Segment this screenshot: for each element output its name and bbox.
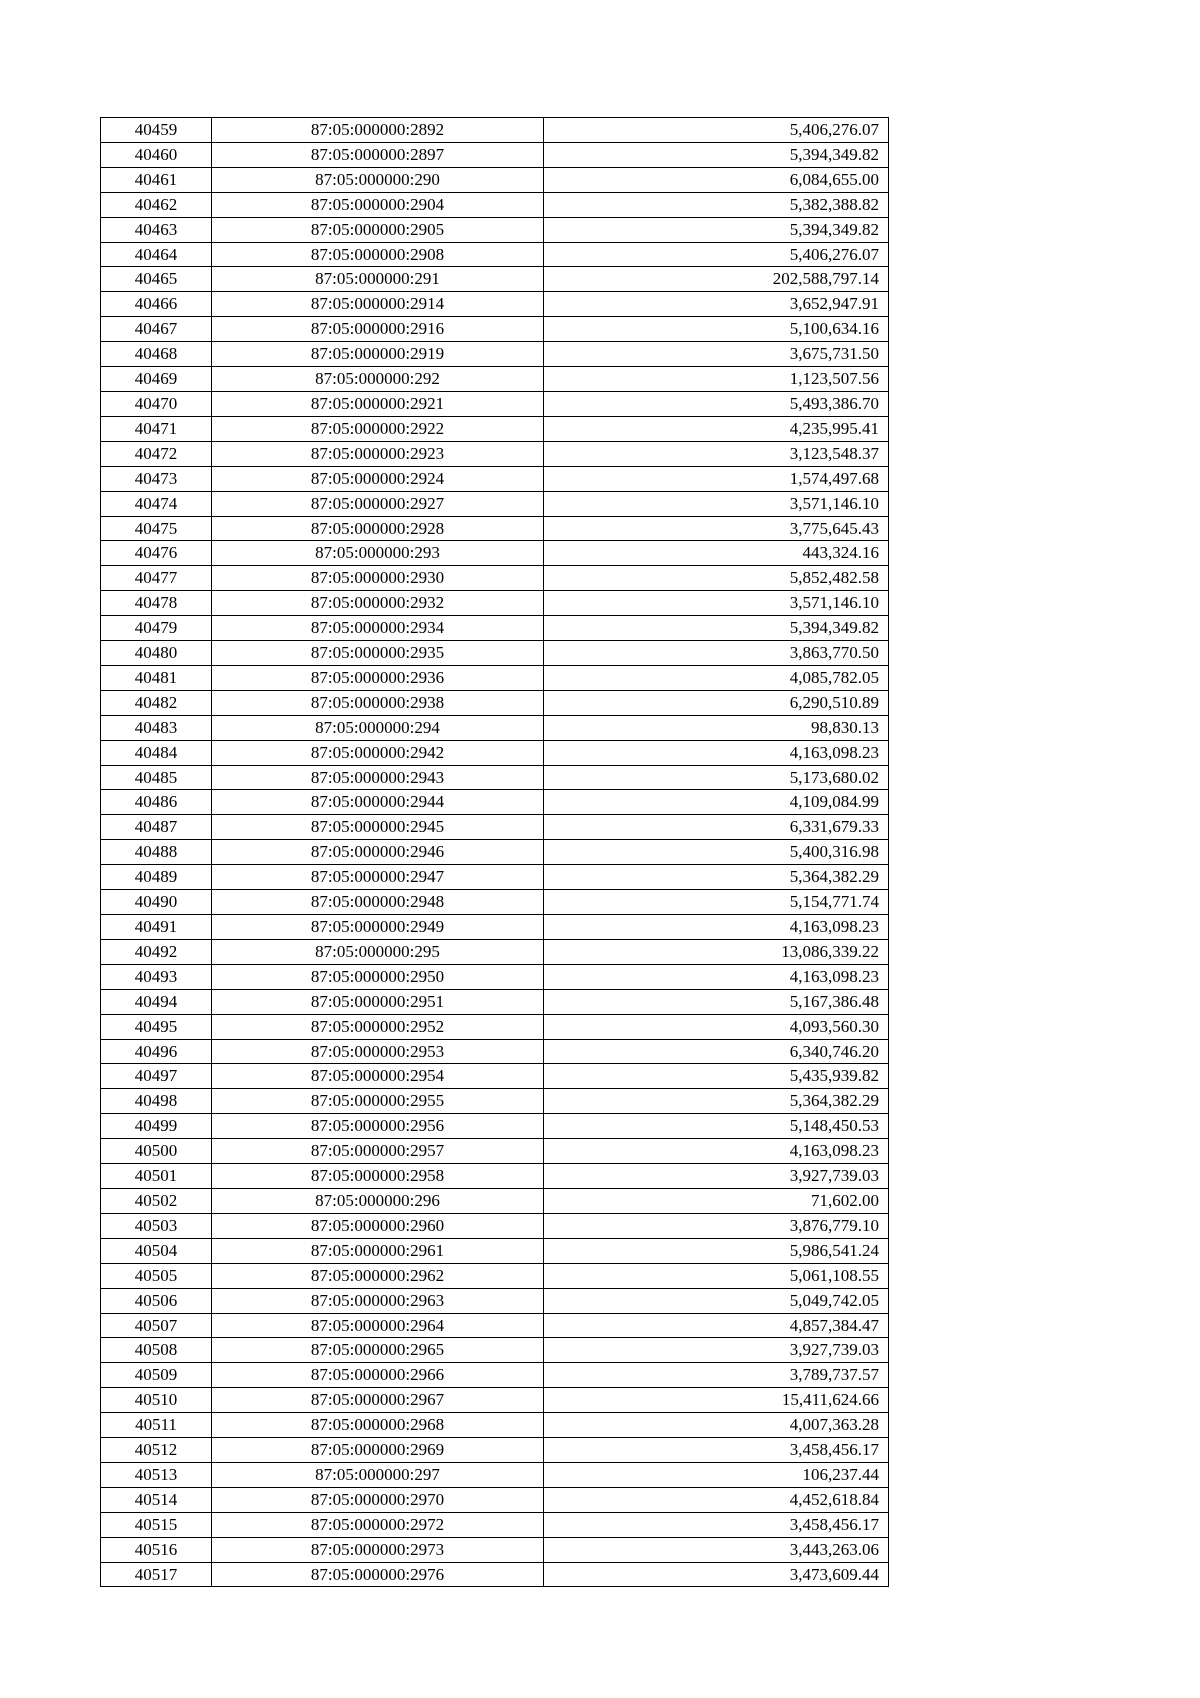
cadastral-number-cell: 87:05:000000:2945 xyxy=(212,815,544,840)
cadastral-value-cell: 5,986,541.24 xyxy=(544,1238,889,1263)
cadastral-value-cell: 4,857,384.47 xyxy=(544,1313,889,1338)
row-number-cell: 40502 xyxy=(101,1188,212,1213)
row-number-cell: 40484 xyxy=(101,740,212,765)
row-number-cell: 40476 xyxy=(101,541,212,566)
table-row xyxy=(101,217,889,242)
cadastral-number-cell: 87:05:000000:2897 xyxy=(212,142,544,167)
cadastral-number-cell: 87:05:000000:293 xyxy=(212,541,544,566)
cadastral-number-cell: 87:05:000000:2922 xyxy=(212,416,544,441)
cadastral-value-cell: 15,411,624.66 xyxy=(544,1388,889,1413)
cadastral-value-cell: 202,588,797.14 xyxy=(544,267,889,292)
cadastral-value-cell: 4,109,084.99 xyxy=(544,790,889,815)
row-number-cell: 40465 xyxy=(101,267,212,292)
cadastral-value-cell: 3,123,548.37 xyxy=(544,441,889,466)
table-row xyxy=(101,964,889,989)
cadastral-number-cell: 87:05:000000:2968 xyxy=(212,1413,544,1438)
cadastral-value-cell: 5,100,634.16 xyxy=(544,317,889,342)
cadastral-number-cell: 87:05:000000:2967 xyxy=(212,1388,544,1413)
cadastral-value-cell: 5,435,939.82 xyxy=(544,1064,889,1089)
table-row xyxy=(101,616,889,641)
cadastral-value-cell: 5,493,386.70 xyxy=(544,391,889,416)
cadastral-number-cell: 87:05:000000:2947 xyxy=(212,865,544,890)
table-row xyxy=(101,1338,889,1363)
row-number-cell: 40477 xyxy=(101,566,212,591)
cadastral-number-cell: 87:05:000000:2964 xyxy=(212,1313,544,1338)
cadastral-value-cell: 4,452,618.84 xyxy=(544,1487,889,1512)
cadastral-number-cell: 87:05:000000:2935 xyxy=(212,641,544,666)
table-row xyxy=(101,939,889,964)
cadastral-value-cell: 106,237.44 xyxy=(544,1462,889,1487)
row-number-cell: 40512 xyxy=(101,1438,212,1463)
cadastral-value-cell: 5,364,382.29 xyxy=(544,1089,889,1114)
table-row xyxy=(101,1114,889,1139)
row-number-cell: 40516 xyxy=(101,1537,212,1562)
cadastral-number-cell: 87:05:000000:292 xyxy=(212,367,544,392)
table-row xyxy=(101,815,889,840)
cadastral-value-cell: 3,652,947.91 xyxy=(544,292,889,317)
row-number-cell: 40503 xyxy=(101,1213,212,1238)
cadastral-value-cell: 4,163,098.23 xyxy=(544,915,889,940)
cadastral-value-cell: 5,394,349.82 xyxy=(544,142,889,167)
row-number-cell: 40459 xyxy=(101,118,212,143)
table-row xyxy=(101,1462,889,1487)
cadastral-number-cell: 87:05:000000:2943 xyxy=(212,765,544,790)
cadastral-number-cell: 87:05:000000:291 xyxy=(212,267,544,292)
row-number-cell: 40488 xyxy=(101,840,212,865)
cadastral-number-cell: 87:05:000000:2965 xyxy=(212,1338,544,1363)
cadastral-value-cell: 3,876,779.10 xyxy=(544,1213,889,1238)
cadastral-number-cell: 87:05:000000:2934 xyxy=(212,616,544,641)
table-row xyxy=(101,1188,889,1213)
table-row xyxy=(101,1288,889,1313)
row-number-cell: 40500 xyxy=(101,1139,212,1164)
row-number-cell: 40472 xyxy=(101,441,212,466)
row-number-cell: 40474 xyxy=(101,491,212,516)
row-number-cell: 40480 xyxy=(101,641,212,666)
table-row xyxy=(101,466,889,491)
row-number-cell: 40507 xyxy=(101,1313,212,1338)
cadastral-number-cell: 87:05:000000:2927 xyxy=(212,491,544,516)
cadastral-number-cell: 87:05:000000:2916 xyxy=(212,317,544,342)
table-body xyxy=(101,118,889,1587)
table-row xyxy=(101,1089,889,1114)
cadastral-number-cell: 87:05:000000:2970 xyxy=(212,1487,544,1512)
cadastral-value-cell: 5,400,316.98 xyxy=(544,840,889,865)
table-row xyxy=(101,1064,889,1089)
cadastral-value-cell: 5,061,108.55 xyxy=(544,1263,889,1288)
cadastral-value-cell: 3,458,456.17 xyxy=(544,1438,889,1463)
table-row xyxy=(101,1512,889,1537)
cadastral-value-cell: 3,458,456.17 xyxy=(544,1512,889,1537)
cadastral-number-cell: 87:05:000000:294 xyxy=(212,715,544,740)
cadastral-value-cell: 4,093,560.30 xyxy=(544,1014,889,1039)
cadastral-number-cell: 87:05:000000:2905 xyxy=(212,217,544,242)
cadastral-number-cell: 87:05:000000:2904 xyxy=(212,192,544,217)
row-number-cell: 40517 xyxy=(101,1562,212,1587)
cadastral-value-cell: 5,364,382.29 xyxy=(544,865,889,890)
cadastral-value-cell: 1,574,497.68 xyxy=(544,466,889,491)
cadastral-number-cell: 87:05:000000:2923 xyxy=(212,441,544,466)
table-row xyxy=(101,790,889,815)
table-row xyxy=(101,915,889,940)
cadastral-number-cell: 87:05:000000:290 xyxy=(212,167,544,192)
cadastral-number-cell: 87:05:000000:2924 xyxy=(212,466,544,491)
cadastral-value-cell: 5,167,386.48 xyxy=(544,989,889,1014)
cadastral-number-cell: 87:05:000000:297 xyxy=(212,1462,544,1487)
cadastral-number-cell: 87:05:000000:2969 xyxy=(212,1438,544,1463)
cadastral-value-cell: 3,927,739.03 xyxy=(544,1338,889,1363)
table-row xyxy=(101,865,889,890)
cadastral-number-cell: 87:05:000000:2972 xyxy=(212,1512,544,1537)
table-row xyxy=(101,1413,889,1438)
cadastral-number-cell: 87:05:000000:2951 xyxy=(212,989,544,1014)
cadastral-number-cell: 87:05:000000:2914 xyxy=(212,292,544,317)
row-number-cell: 40494 xyxy=(101,989,212,1014)
row-number-cell: 40505 xyxy=(101,1263,212,1288)
table-row xyxy=(101,1487,889,1512)
table-row xyxy=(101,890,889,915)
cadastral-value-cell: 3,789,737.57 xyxy=(544,1363,889,1388)
row-number-cell: 40487 xyxy=(101,815,212,840)
table-row xyxy=(101,167,889,192)
cadastral-number-cell: 87:05:000000:2958 xyxy=(212,1164,544,1189)
table-row xyxy=(101,317,889,342)
cadastral-value-cell: 6,290,510.89 xyxy=(544,690,889,715)
cadastral-value-cell: 3,775,645.43 xyxy=(544,516,889,541)
table-row xyxy=(101,1562,889,1587)
cadastral-number-cell: 87:05:000000:2955 xyxy=(212,1089,544,1114)
table-row xyxy=(101,1388,889,1413)
cadastral-value-cell: 3,571,146.10 xyxy=(544,591,889,616)
table-row xyxy=(101,267,889,292)
cadastral-number-cell: 87:05:000000:2976 xyxy=(212,1562,544,1587)
table-row xyxy=(101,142,889,167)
cadastral-number-cell: 87:05:000000:2946 xyxy=(212,840,544,865)
row-number-cell: 40498 xyxy=(101,1089,212,1114)
cadastral-number-cell: 87:05:000000:2953 xyxy=(212,1039,544,1064)
cadastral-value-cell: 5,394,349.82 xyxy=(544,616,889,641)
cadastral-number-cell: 87:05:000000:2930 xyxy=(212,566,544,591)
cadastral-number-cell: 87:05:000000:295 xyxy=(212,939,544,964)
table-row xyxy=(101,665,889,690)
row-number-cell: 40499 xyxy=(101,1114,212,1139)
cadastral-value-cell: 4,163,098.23 xyxy=(544,964,889,989)
cadastral-value-cell: 5,173,680.02 xyxy=(544,765,889,790)
row-number-cell: 40471 xyxy=(101,416,212,441)
cadastral-value-cell: 3,473,609.44 xyxy=(544,1562,889,1587)
cadastral-number-cell: 87:05:000000:2936 xyxy=(212,665,544,690)
table-row xyxy=(101,566,889,591)
table-row xyxy=(101,192,889,217)
row-number-cell: 40514 xyxy=(101,1487,212,1512)
table-row xyxy=(101,516,889,541)
row-number-cell: 40483 xyxy=(101,715,212,740)
row-number-cell: 40478 xyxy=(101,591,212,616)
table-row xyxy=(101,740,889,765)
cadastral-number-cell: 87:05:000000:2942 xyxy=(212,740,544,765)
row-number-cell: 40501 xyxy=(101,1164,212,1189)
cadastral-value-cell: 5,852,482.58 xyxy=(544,566,889,591)
cadastral-value-cell: 6,084,655.00 xyxy=(544,167,889,192)
cadastral-number-cell: 87:05:000000:2948 xyxy=(212,890,544,915)
table-row xyxy=(101,491,889,516)
table-row xyxy=(101,541,889,566)
table-row xyxy=(101,1313,889,1338)
cadastral-value-cell: 5,049,742.05 xyxy=(544,1288,889,1313)
cadastral-value-cell: 4,085,782.05 xyxy=(544,665,889,690)
cadastral-value-cell: 98,830.13 xyxy=(544,715,889,740)
cadastral-number-cell: 87:05:000000:2950 xyxy=(212,964,544,989)
table-row xyxy=(101,715,889,740)
table-row xyxy=(101,1164,889,1189)
row-number-cell: 40489 xyxy=(101,865,212,890)
row-number-cell: 40496 xyxy=(101,1039,212,1064)
row-number-cell: 40509 xyxy=(101,1363,212,1388)
row-number-cell: 40508 xyxy=(101,1338,212,1363)
table-row xyxy=(101,441,889,466)
row-number-cell: 40462 xyxy=(101,192,212,217)
row-number-cell: 40473 xyxy=(101,466,212,491)
row-number-cell: 40493 xyxy=(101,964,212,989)
table-row xyxy=(101,840,889,865)
table-row xyxy=(101,641,889,666)
table-row xyxy=(101,1238,889,1263)
cadastral-value-cell: 5,382,388.82 xyxy=(544,192,889,217)
table-row xyxy=(101,1139,889,1164)
row-number-cell: 40463 xyxy=(101,217,212,242)
row-number-cell: 40513 xyxy=(101,1462,212,1487)
cadastral-value-cell: 4,235,995.41 xyxy=(544,416,889,441)
cadastral-value-table xyxy=(100,117,889,1587)
row-number-cell: 40497 xyxy=(101,1064,212,1089)
cadastral-value-cell: 5,154,771.74 xyxy=(544,890,889,915)
table-row xyxy=(101,690,889,715)
cadastral-value-cell: 5,406,276.07 xyxy=(544,242,889,267)
row-number-cell: 40510 xyxy=(101,1388,212,1413)
cadastral-number-cell: 87:05:000000:2966 xyxy=(212,1363,544,1388)
row-number-cell: 40466 xyxy=(101,292,212,317)
cadastral-value-cell: 3,443,263.06 xyxy=(544,1537,889,1562)
cadastral-number-cell: 87:05:000000:2892 xyxy=(212,118,544,143)
cadastral-number-cell: 87:05:000000:2908 xyxy=(212,242,544,267)
table-row xyxy=(101,391,889,416)
table-row xyxy=(101,765,889,790)
row-number-cell: 40467 xyxy=(101,317,212,342)
table-row xyxy=(101,1014,889,1039)
table-row xyxy=(101,989,889,1014)
table-row xyxy=(101,367,889,392)
table-row xyxy=(101,342,889,367)
table-row xyxy=(101,1537,889,1562)
cadastral-number-cell: 87:05:000000:2962 xyxy=(212,1263,544,1288)
row-number-cell: 40515 xyxy=(101,1512,212,1537)
table-row xyxy=(101,1039,889,1064)
cadastral-number-cell: 87:05:000000:2954 xyxy=(212,1064,544,1089)
row-number-cell: 40460 xyxy=(101,142,212,167)
row-number-cell: 40511 xyxy=(101,1413,212,1438)
cadastral-value-cell: 13,086,339.22 xyxy=(544,939,889,964)
row-number-cell: 40479 xyxy=(101,616,212,641)
cadastral-number-cell: 87:05:000000:2956 xyxy=(212,1114,544,1139)
table-row xyxy=(101,591,889,616)
row-number-cell: 40490 xyxy=(101,890,212,915)
row-number-cell: 40504 xyxy=(101,1238,212,1263)
table-row xyxy=(101,416,889,441)
table-row xyxy=(101,1213,889,1238)
cadastral-number-cell: 87:05:000000:2938 xyxy=(212,690,544,715)
row-number-cell: 40461 xyxy=(101,167,212,192)
cadastral-number-cell: 87:05:000000:2928 xyxy=(212,516,544,541)
row-number-cell: 40482 xyxy=(101,690,212,715)
cadastral-number-cell: 87:05:000000:2944 xyxy=(212,790,544,815)
row-number-cell: 40485 xyxy=(101,765,212,790)
cadastral-number-cell: 87:05:000000:2952 xyxy=(212,1014,544,1039)
cadastral-value-cell: 443,324.16 xyxy=(544,541,889,566)
cadastral-value-cell: 5,406,276.07 xyxy=(544,118,889,143)
row-number-cell: 40486 xyxy=(101,790,212,815)
row-number-cell: 40491 xyxy=(101,915,212,940)
row-number-cell: 40464 xyxy=(101,242,212,267)
cadastral-value-cell: 3,927,739.03 xyxy=(544,1164,889,1189)
cadastral-number-cell: 87:05:000000:2949 xyxy=(212,915,544,940)
cadastral-value-cell: 3,675,731.50 xyxy=(544,342,889,367)
cadastral-number-cell: 87:05:000000:2957 xyxy=(212,1139,544,1164)
table-row xyxy=(101,1263,889,1288)
cadastral-value-cell: 71,602.00 xyxy=(544,1188,889,1213)
cadastral-number-cell: 87:05:000000:2921 xyxy=(212,391,544,416)
cadastral-value-cell: 4,163,098.23 xyxy=(544,740,889,765)
cadastral-value-cell: 6,340,746.20 xyxy=(544,1039,889,1064)
table-row xyxy=(101,118,889,143)
cadastral-value-cell: 3,571,146.10 xyxy=(544,491,889,516)
cadastral-value-cell: 6,331,679.33 xyxy=(544,815,889,840)
cadastral-value-cell: 1,123,507.56 xyxy=(544,367,889,392)
row-number-cell: 40468 xyxy=(101,342,212,367)
cadastral-number-cell: 87:05:000000:2960 xyxy=(212,1213,544,1238)
cadastral-value-cell: 5,394,349.82 xyxy=(544,217,889,242)
cadastral-value-cell: 4,007,363.28 xyxy=(544,1413,889,1438)
cadastral-number-cell: 87:05:000000:2932 xyxy=(212,591,544,616)
table-row xyxy=(101,1363,889,1388)
cadastral-number-cell: 87:05:000000:2963 xyxy=(212,1288,544,1313)
cadastral-number-cell: 87:05:000000:296 xyxy=(212,1188,544,1213)
cadastral-value-cell: 5,148,450.53 xyxy=(544,1114,889,1139)
cadastral-value-cell: 3,863,770.50 xyxy=(544,641,889,666)
table-row xyxy=(101,242,889,267)
row-number-cell: 40506 xyxy=(101,1288,212,1313)
cadastral-number-cell: 87:05:000000:2961 xyxy=(212,1238,544,1263)
table-row xyxy=(101,292,889,317)
row-number-cell: 40481 xyxy=(101,665,212,690)
cadastral-number-cell: 87:05:000000:2973 xyxy=(212,1537,544,1562)
row-number-cell: 40492 xyxy=(101,939,212,964)
cadastral-value-cell: 4,163,098.23 xyxy=(544,1139,889,1164)
row-number-cell: 40469 xyxy=(101,367,212,392)
table-row xyxy=(101,1438,889,1463)
row-number-cell: 40475 xyxy=(101,516,212,541)
row-number-cell: 40495 xyxy=(101,1014,212,1039)
row-number-cell: 40470 xyxy=(101,391,212,416)
cadastral-number-cell: 87:05:000000:2919 xyxy=(212,342,544,367)
